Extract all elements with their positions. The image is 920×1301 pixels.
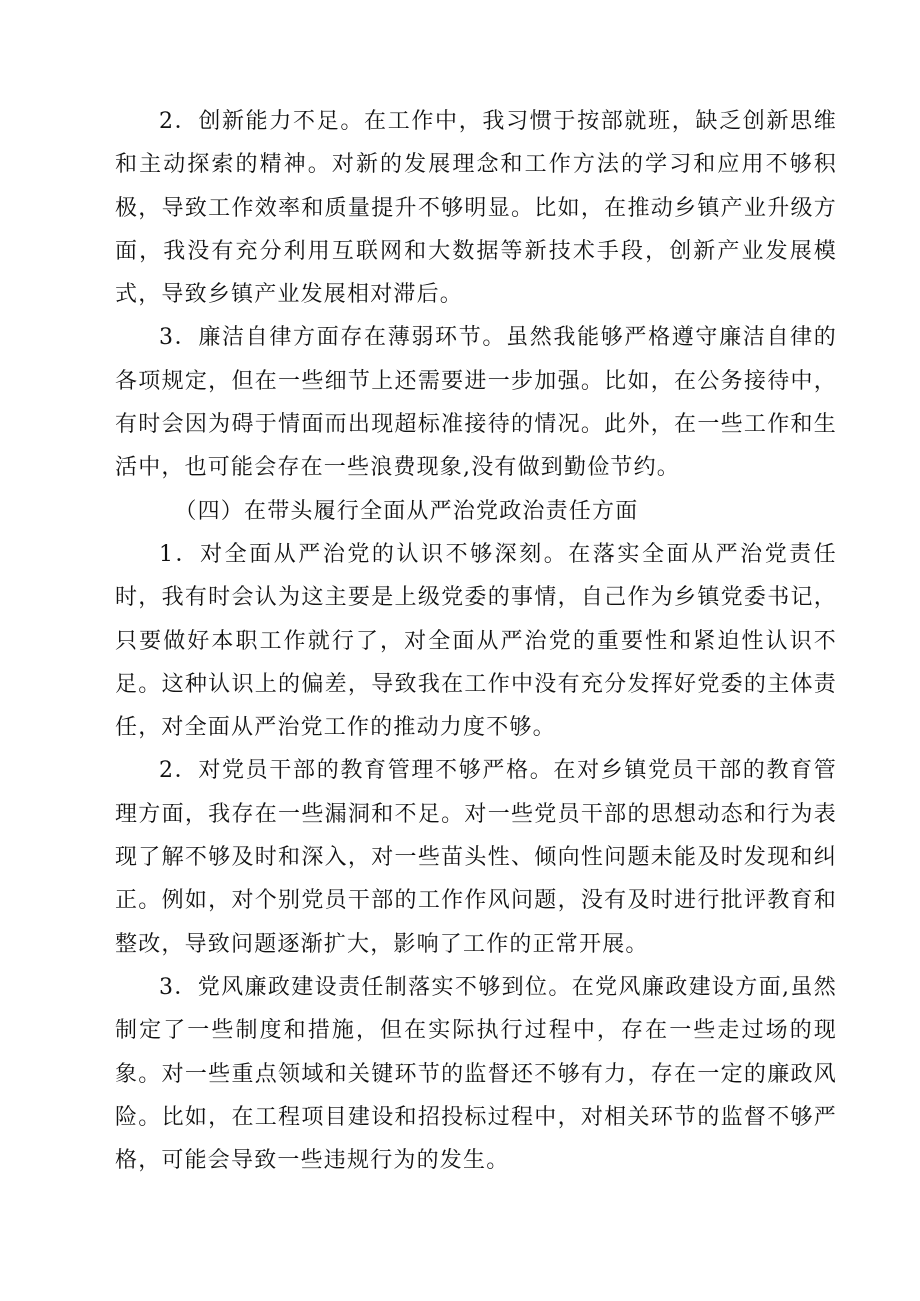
document-body bbox=[115, 100, 837, 1182]
paragraph-innovation: 2．创新能力不足。在工作中，我习惯于按部就班，缺乏创新思维和主动探索的精神。对新的发展理念和工作方法的学习和应用不够积极，导致工作效率和质量提升不够明显。比如，在推动乡镇产业升级方面，我没有充分利用互联网和大数据等新技术手段，创新产业发展模式，导致乡镇产业发展相对滞后。 bbox=[115, 109, 837, 308]
section-heading: （四）在带头履行全面从严治党政治责任方面 bbox=[174, 498, 639, 524]
paragraph-understanding: 1．对全面从严治党的认识不够深刻。在落实全面从严治党责任时，我有时会认为这主要是上级党委的事情，自己作为乡镇党委书记，只要做好本职工作就行了，对全面从严治党的重要性和紧迫性认识不足。这种认识上的偏差，导致我在工作中没有充分发挥好党委的主体责任，对全面从严治党工作的推动力度不够。 bbox=[115, 541, 837, 741]
paragraph-responsibility: 3．党风廉政建设责任制落实不够到位。在党风廉政建设方面,虽然制定了一些制度和措施，但在实际执行过程中，存在一些走过场的现象。对一些重点领域和关键环节的监督还不够有力，存在一定的廉政风险。比如，在工程项目建设和招投标过程中，对相关环节的监督不够严格，可能会导致一些违规行为的发生。 bbox=[115, 974, 837, 1174]
paragraph-integrity: 3．廉洁自律方面存在薄弱环节。虽然我能够严格遵守廉洁自律的各项规定，但在一些细节上还需要进一步加强。比如，在公务接待中，有时会因为碍于情面而出现超标准接待的情况。此外，在一些工作和生活中，也可能会存在一些浪费现象,没有做到勤俭节约。 bbox=[115, 325, 837, 481]
paragraph-education: 2．对党员干部的教育管理不够严格。在对乡镇党员干部的教育管理方面，我存在一些漏洞和不足。对一些党员干部的思想动态和行为表现了解不够及时和深入，对一些苗头性、倾向性问题未能及时发现和纠正。例如，对个别党员干部的工作作风问题，没有及时进行批评教育和整改，导致问题逐渐扩大，影响了工作的正常开展。 bbox=[115, 758, 837, 957]
